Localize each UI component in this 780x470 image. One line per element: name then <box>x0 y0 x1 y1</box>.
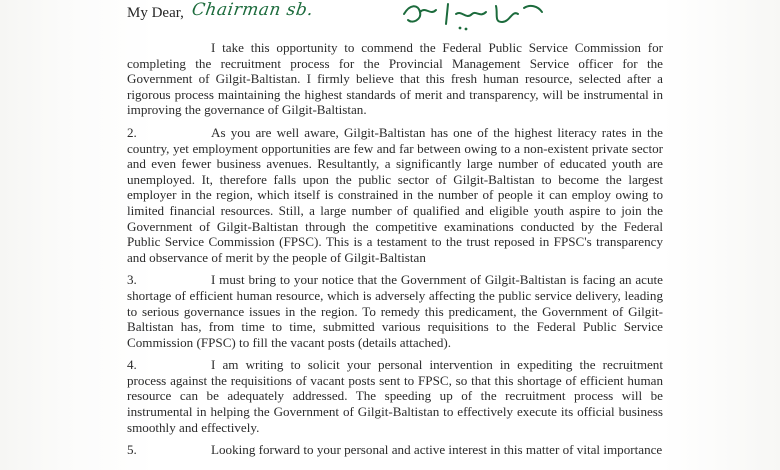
signature-image <box>400 0 550 34</box>
paragraph-3 <box>127 272 663 350</box>
paragraph-3-text: I must bring to your notice that the Government of Gilgit-Baltistan is facing an acute shortage of efficient human resource, which is adversely affecting the public service delivery, leading to serious governance issues in the region. To remedy this predicament, the Government of Gilgit-Baltistan has, from time to time, submitted various requisitions to the Federal Public Service Commission (FPSC) to fill the vacant posts (details attached). <box>127 272 663 350</box>
paragraph-4-number: 4. <box>127 357 137 373</box>
handwritten-note: Chairman sb. <box>190 0 315 20</box>
paragraph-2-text: As you are well aware, Gilgit-Baltistan has one of the highest literacy rates in the country, yet employment opportunities are few and far between owing to a non-existent private sector and even fewer business avenues. Resultantly, a significantly large number of educated youth are unemployed. It, therefore falls upon the public sector of Gilgit-Baltistan to become the largest employer in the region, which itself is constrained in the number of people it can employ owing to limited financial resources. Still, a large number of qualified and eligible youth aspire to join the Government of Gilgit-Baltistan through the competitive examinations conducted by the Federal Public Service Commission (FPSC). This is a testament to the trust reposed in FPSC's transparency and observance of merit by the people of Gilgit-Baltistan <box>127 124 663 265</box>
paragraph-4-text: I am writing to solicit your personal intervention in expediting the recruitment process against the requisitions of vacant posts sent to FPSC, so that this shortage of efficient human resource can be adequately addressed. The speeding up of the recruitment process will be instrumental in helping the Government of Gilgit-Baltistan to effectively execute its official business smoothly and effectively. <box>127 357 663 435</box>
paragraph-5-number: 5. <box>127 442 137 458</box>
paragraph-5 <box>127 442 663 458</box>
paragraph-1-text: I take this opportunity to commend the Federal Public Service Commission for completing the recruitment process for the Provincial Management Service officer for the Government of Gilgit-Baltistan. I firmly believe that this fresh human resource, selected after a rigorous process maintaining the highest standards of merit and transparency, will be instrumental in improving the governance of Gilgit-Baltistan. <box>127 40 663 118</box>
paragraph-4 <box>127 357 663 435</box>
paragraph-1 <box>127 40 663 118</box>
salutation: My Dear, <box>127 5 184 21</box>
paragraph-5-text: Looking forward to your personal and active interest in this matter of vital importance <box>211 442 663 458</box>
letter-body <box>127 40 663 458</box>
paragraph-2-number: 2. <box>127 124 137 140</box>
paragraph-2 <box>127 125 663 265</box>
paragraph-3-number: 3. <box>127 272 137 288</box>
